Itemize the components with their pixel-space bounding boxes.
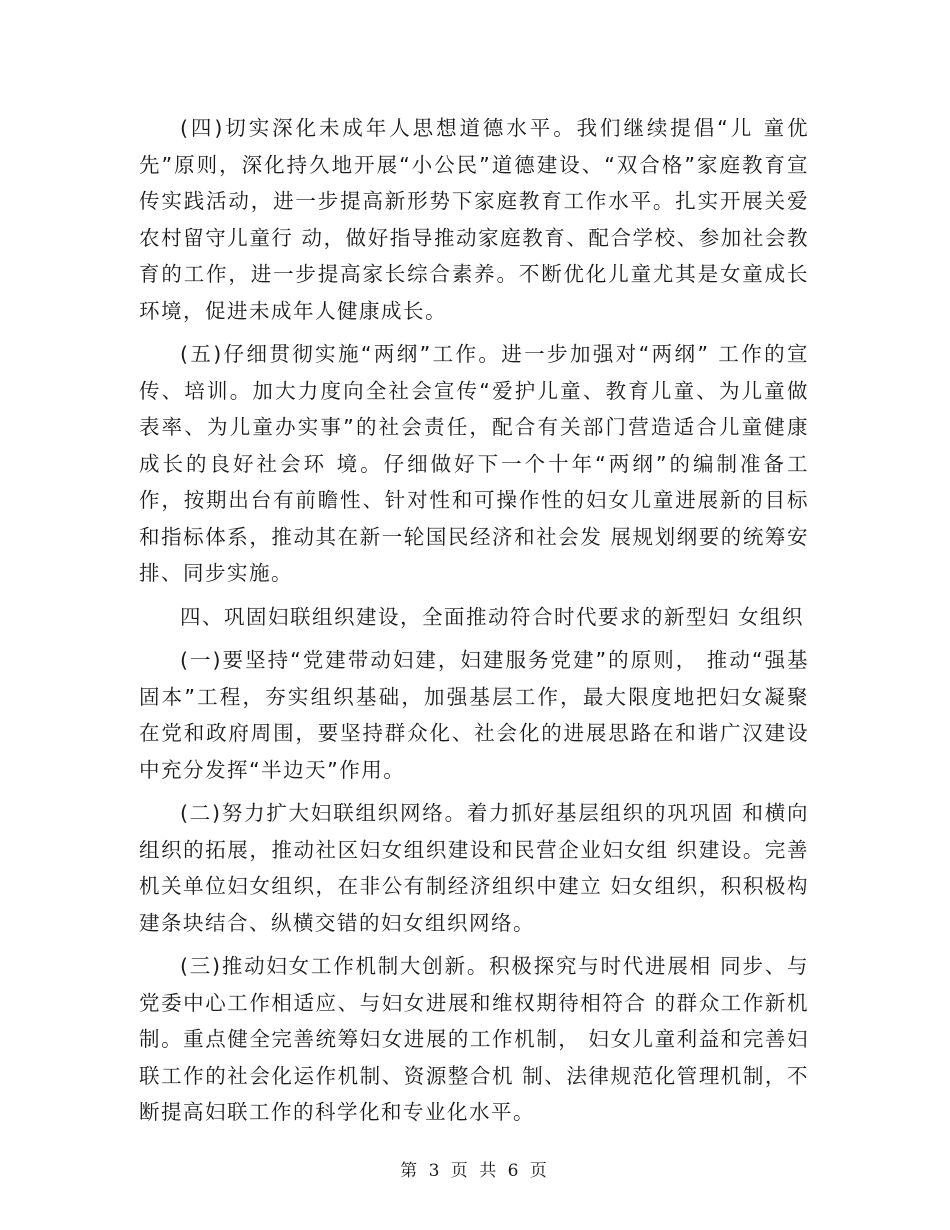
paragraph-3: (一)要坚持“党建带动妇建，妇建服务党建”的原则， 推动“强基固本”工程，夯实组织基础，加强基层工作，最大限度地把妇女凝聚在党和政府周围，要坚持群众化、社会化的进展思路在和谐广汉建设中充分发挥“半边天”作用。 xyxy=(139,648,809,782)
paragraph-2: (五)仔细贯彻实施“两纲”工作。进一步加强对“两纲” 工作的宣传、培训。加大力度向全社会宣传“爱护儿童、教育儿童、为儿童做表率、为儿童办实事”的社会责任，配合有关部门营造适合儿童健康成长的良好社会环 境。仔细做好下一个十年“两纲”的编制准备工作，按期出台有前瞻性、针对性和可操作性的妇女儿童进展新的目标和指标体系，推动其在新一轮国民经济和社会发 展规划纲要的统筹安排、同步实施。 xyxy=(139,342,809,585)
paragraph-5: (三)推动妇女工作机制大创新。积极探究与时代进展相 同步、与党委中心工作相适应、与妇女进展和维权期待相符合 的群众工作新机制。重点健全完善统筹妇女进展的工作机制， 妇女儿童利益和完善妇联工作的社会化运作机制、资源整合机 制、法律规范化管理机制，不断提高妇联工作的科学化和专业化水平。 xyxy=(139,954,809,1124)
document-body xyxy=(139,110,809,1131)
paragraph-4: (二)努力扩大妇联组织网络。着力抓好基层组织的巩巩固 和横向组织的拓展，推动社区妇女组织建设和民营企业妇女组 织建设。完善机关单位妇女组织，在非公有制经济组织中建立 妇女组织，积积极构建条块结合、纵横交错的妇女组织网络。 xyxy=(139,801,809,935)
paragraph-1: (四)切实深化未成年人思想道德水平。我们继续提倡“儿 童优先”原则，深化持久地开展“小公民”道德建设、“双合格”家庭教育宣传实践活动，进一步提高新形势下家庭教育工作水平。扎实开展关爱农村留守儿童行 动，做好指导推动家庭教育、配合学校、参加社会教育的工作，进一步提高家长综合素养。不断优化儿童尤其是女童成长环境，促进未成年人健康成长。 xyxy=(139,116,809,323)
section-heading: 四、巩固妇联组织建设，全面推动符合时代要求的新型妇 女组织 xyxy=(180,604,805,629)
page-number-footer: 第 3 页 共 6 页 xyxy=(400,1161,550,1181)
